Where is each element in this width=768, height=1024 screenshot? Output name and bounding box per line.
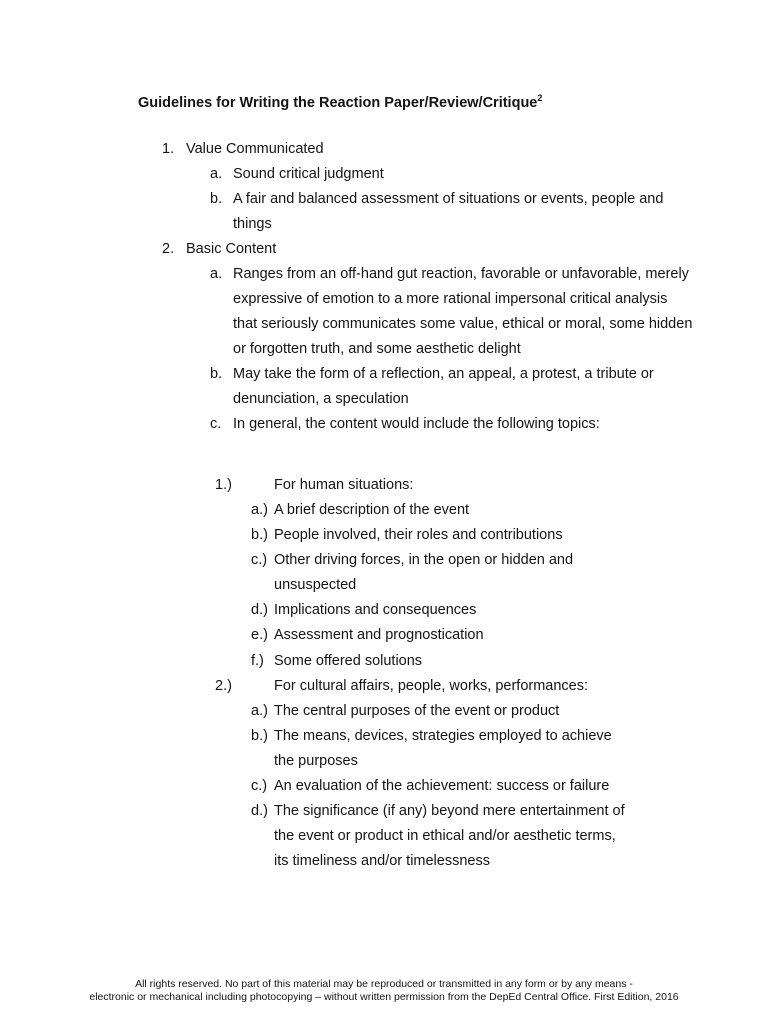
topic-number: 2.) [215,678,232,694]
topic-item-text: The significance (if any) beyond mere entertainment of [274,803,625,819]
item-text: things [233,216,272,232]
topic-label: For human situations: [274,477,414,493]
topic-item-text: unsuspected [274,577,357,593]
topic-item-letter: b.) [251,728,268,744]
topic-item-text: Some offered solutions [274,653,423,669]
topic-label: For cultural affairs, people, works, performances: [274,678,589,694]
section-number: 2. [162,241,175,257]
topic-item-letter: d.) [251,803,268,819]
topic-item-text: An evaluation of the achievement: success or failure [274,778,610,794]
item-text: May take the form of a reflection, an appeal, a protest, a tribute or [233,366,654,382]
copyright-footer-line-2: electronic or mechanical including photocopying – without written permission from the DepEd Central Office. First Edition, 2016 [89,991,679,1003]
section-number: 1. [162,141,175,157]
topic-item-letter: f.) [251,653,264,669]
topic-item-text: The means, devices, strategies employed to achieve [274,728,612,744]
page-title [138,89,542,112]
item-text: Sound critical judgment [233,166,384,182]
topic-item-letter: e.) [251,627,268,643]
topic-item-text: Implications and consequences [274,602,477,618]
item-letter: a. [210,266,223,282]
section-label: Value Communicated [186,141,324,157]
item-letter: b. [210,191,223,207]
topic-item-letter: b.) [251,527,268,543]
item-text: that seriously communicates some value, ethical or moral, some hidden [233,316,693,332]
topic-number: 1.) [215,477,232,493]
topic-item-letter: d.) [251,602,268,618]
topic-item-letter: a.) [251,502,268,518]
topic-item-text: The central purposes of the event or product [274,703,560,719]
topic-item-text: Other driving forces, in the open or hidden and [274,552,574,568]
item-letter: b. [210,366,223,382]
copyright-footer-line-1: All rights reserved. No part of this material may be reproduced or transmitted in any form or by any means - [135,978,633,990]
item-text: or forgotten truth, and some aesthetic delight [233,341,521,357]
topic-item-letter: c.) [251,552,268,568]
item-text: In general, the content would include the following topics: [233,416,600,432]
topic-item-text: People involved, their roles and contributions [274,527,563,543]
item-letter: c. [210,416,222,432]
title-footnote-mark: 2 [537,93,543,103]
topic-item-text: A brief description of the event [274,502,470,518]
topic-item-letter: a.) [251,703,268,719]
item-text: expressive of emotion to a more rational impersonal critical analysis [233,291,668,307]
topic-item-text: the purposes [274,753,358,769]
title-text: Guidelines for Writing the Reaction Paper/Review/Critique [138,95,538,111]
item-text: A fair and balanced assessment of situations or events, people and [233,191,664,207]
topic-item-text: Assessment and prognostication [274,627,484,643]
topic-item-text: its timeliness and/or timelessness [274,853,490,869]
section-label: Basic Content [186,241,277,257]
topic-item-letter: c.) [251,778,268,794]
item-letter: a. [210,166,223,182]
item-text: denunciation, a speculation [233,391,409,407]
topic-item-text: the event or product in ethical and/or aesthetic terms, [274,828,616,844]
item-text: Ranges from an off-hand gut reaction, favorable or unfavorable, merely [233,266,689,282]
